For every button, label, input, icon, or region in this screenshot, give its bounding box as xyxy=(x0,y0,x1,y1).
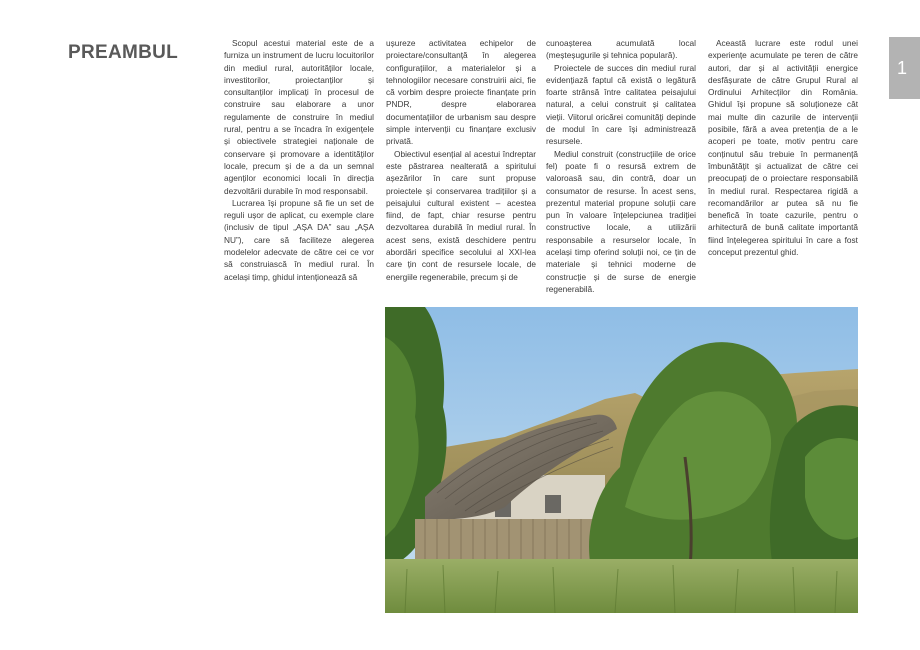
paragraph: Mediul construit (construcțiile de orice fel) poate fi o resursă extrem de valoroasă sau, din contră, doar un consumator de resurse. În acest sens, prezentul material propune soluții care pun în valoare înțelepciunea tradiției constructive locale, a utilizării responsabile a resurselor locale, în același timp oferind soluții noi, ce țin de materiale și tehnici moderne de construcție și de surse de energie regenerabilă. xyxy=(546,148,696,294)
paragraph: Proiectele de succes din mediul rural evidențiază faptul că există o legătură foarte strânsă între calitatea peisajului natural, a celui construit și calitatea vieții. Viitorul oricărei comunități depinde de modul în care își administrează resursele. xyxy=(546,62,696,147)
text-column-4 xyxy=(708,37,858,258)
paragraph: cunoașterea acumulată local (meșteșugurile și tehnica populară). xyxy=(546,38,696,61)
paragraph: ușureze activitatea echipelor de proiectare/consultanță în alegerea configurațiilor, a materialelor și a tehnologiilor necesare construirii aici, fie că vorbim despre proiecte finanțate prin PNDR, despre elaborarea documentațiilor de urbanism sau despre simple intervenții cu finanțare exclusiv privată. xyxy=(386,38,536,147)
grass xyxy=(385,559,858,613)
photo-thatched-house xyxy=(385,307,858,613)
paragraph: Scopul acestui material este de a furniza un instrument de lucru locuitorilor din mediul rural, autorităților locale, investitorilor, proiectanților și consultanților implicați în procesul de construire sau elaborare a unor regulamente de construire în mediul rural, pentru a se încadra în exigențele și obiectivele strategiei naționale de conservare și promovare a identităților locale, precum și de a da un semnal agenților economici locali în direcția dezvoltării durabile în mod responsabil. xyxy=(224,38,374,196)
paragraph: Obiectivul esențial al acestui îndreptar este păstrarea nealterată a spiritului așezărilor în care sunt propuse proiectele și conservarea tradițiilor și a peisajului cultural existent – acestea fiind, de fapt, chiar resurse pentru dezvoltarea durabilă în mediul rural. În acest sens, există deschidere pentru abordări specifice secolului al XXI-lea care țin cont de resursele locale, de energiile regenerabile, precum și de xyxy=(386,148,536,282)
text-column-3 xyxy=(546,37,696,295)
page-number: 1 xyxy=(897,58,908,78)
paragraph: Această lucrare este rodul unei experiențe acumulate pe teren de către autori, dar și al activității energice desfășurate de către Grupul Rural al Ordinului Arhitecților din România. Ghidul își propune să soluționeze cât mai multe din cazurile de intervenții posibile, fără a avea pretenția de a le acoperi pe toate, motiv pentru care conținutul său trebuie în permanență îmbunătățit și actualizat de către cei preocupați de o proiectare responsabilă în mediul rural. Respectarea rigidă a recomandărilor ar putea să nu fie benefică în toate cazurile, pentru o arhitectură de bună calitate importantă fiind înțelegerea spiritului în care a fost conceput prezentul ghid. xyxy=(708,38,858,258)
paragraph: Lucrarea își propune să fie un set de reguli ușor de aplicat, cu exemple clare (inclusiv de tipul „AȘA DA” sau „AȘA NU”), care să faciliteze alegerea modelelor adecvate de către cei ce vor să construiască în mediul rural. În același timp, ghidul intenționează să xyxy=(224,197,374,282)
text-column-1 xyxy=(224,37,374,283)
page-title: PREAMBUL xyxy=(68,42,179,63)
text-column-2 xyxy=(386,37,536,283)
